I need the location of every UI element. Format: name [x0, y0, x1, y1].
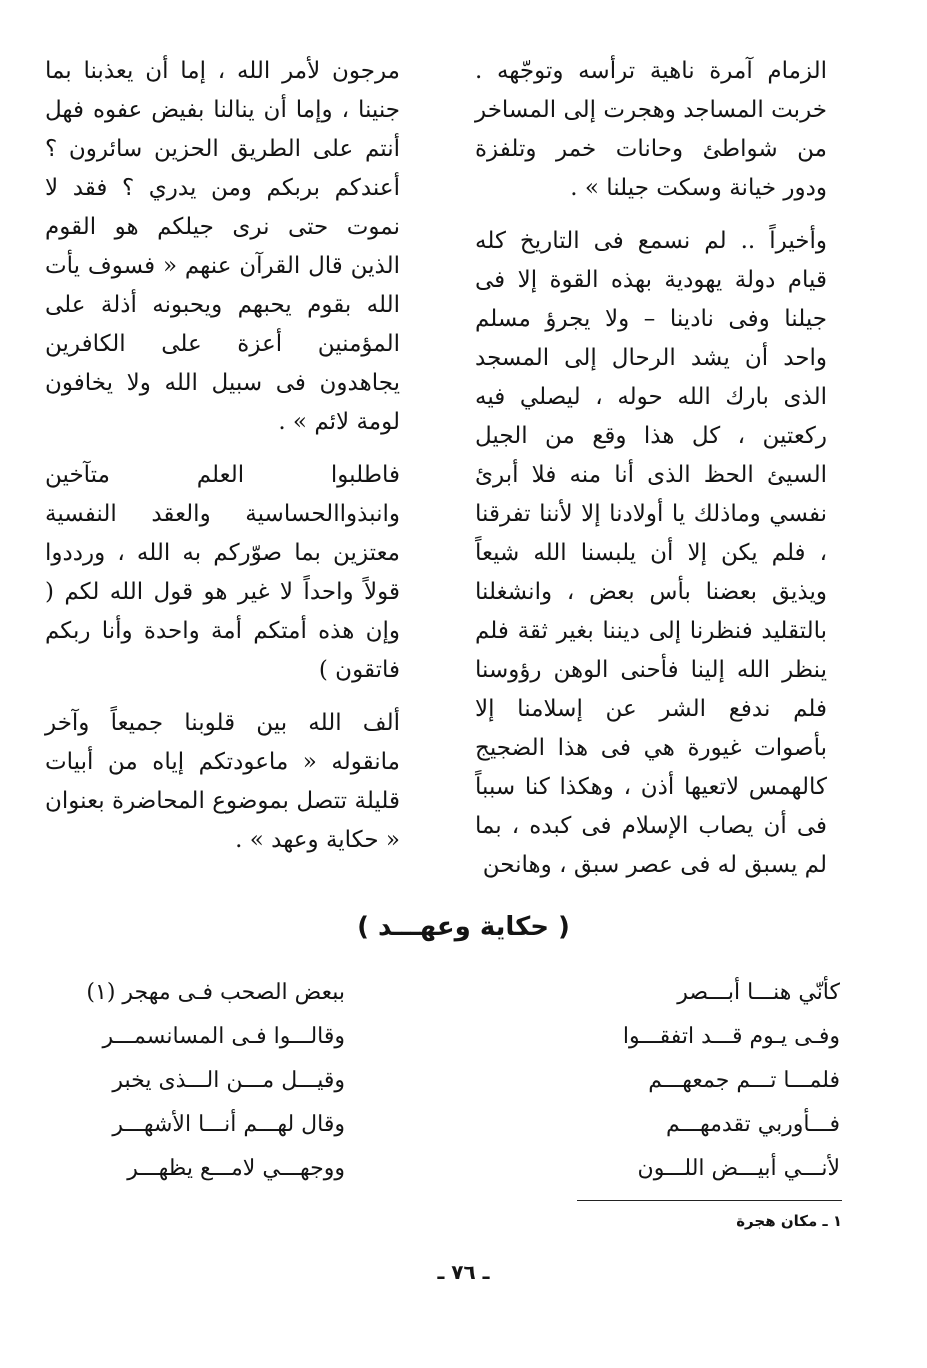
poem-verse: [45, 1014, 840, 1058]
verse-first-hemistich: فلمـــا تـــم جمعهـــم: [648, 1067, 840, 1093]
footnote-divider: [577, 1200, 842, 1201]
paragraph: وأخيراً .. لم نسمع فى التاريخ كله قيام دولة يهودية بهذه القوة إلا فى جيلنا وفى نادينا – ولا يجرؤ مسلم واحد أن يشد الرحال إلى المسجد الذى بارك الله حوله ، ليصلي فيه ركعتين ، كل هذا وقع من الجيل السيئ الحظ الذى أنا منه فلا أبرئ نفسي وماذلك يا أولادنا إلا لأننا تفرقنا ، فلم يكن إلا أن يلبسنا الله شيعاً ويذيق بعضنا بأس بعض ، وانشغلنا بالتقليد فنظرنا إلى ديننا بغير ثقة فلم ينظر الله إلينا فأحنى الوهن رؤوسنا فلم ندفع الشر عن إسلامنا إلا بأصوات غيورة هي فى هذا الضجيج كالهمس لاتعيها أذن ، وهكذا كنا سبباً فى أن يصاب الإسلام فى كبده ، بما لم يسبق له فى عصر سبق ، وهانحن: [475, 228, 827, 878]
poem-verse: [45, 970, 840, 1014]
verse-first-hemistich: فـــأوربي تقدمهـــم: [666, 1111, 840, 1137]
right-text-column: [475, 52, 827, 899]
verse-first-hemistich: لأنـــي أبيـــض اللـــون: [637, 1155, 840, 1181]
page-number: ـ ٧٦ ـ: [437, 1260, 490, 1284]
left-text-column: [45, 52, 400, 874]
verse-first-hemistich: كأنّي هنـــا أبـــصر: [677, 979, 840, 1005]
paragraph: مرجون لأمر الله ، إما أن يعذبنا بما جنينا ، وإما أن ينالنا بفيض عفوه فهل أنتم على الطريق الحزين سائرون ؟ أعندكم بربكم ومن يدري ؟ فقد لا نموت حتى نرى جيلكم هو القوم الذين قال القرآن عنهم « فسوف يأت الله بقوم يحبهم ويحبونه أذلة على المؤمنين أعزة على الكافرين يجاهدون فى سبيل الله ولا يخافون لومة لائم » .: [45, 58, 400, 435]
poem: [45, 970, 840, 1190]
paragraph: الزمام آمرة ناهية ترأسه وتوجّهه . خربت المساجد وهجرت إلى المساخر من شواطئ وحانات خمر وتلفزة ودور خيانة وسكت جيلنا » .: [475, 58, 827, 201]
section-title: ( حكاية وعهـــد ): [357, 912, 570, 942]
poem-verse: [45, 1058, 840, 1102]
paragraph: ألف الله بين قلوبنا جميعاً وآخر مانقوله « ماعودتكم إياه من أبيات قليلة تتصل بموضوع المحاضرة بعنوان « حكاية وعهد » .: [45, 710, 400, 853]
verse-second-hemistich: ببعض الصحب فـى مهجر (١): [86, 979, 345, 1005]
verse-first-hemistich: وفـى يـوم قـــد اتفقـــوا: [622, 1023, 840, 1049]
verse-second-hemistich: وقالـــوا فـى المسانسمـــر: [102, 1023, 345, 1049]
verse-second-hemistich: وقال لهـــم أنـــا الأشهـــر: [112, 1111, 345, 1137]
poem-verse: [45, 1102, 840, 1146]
poem-verse: [45, 1146, 840, 1190]
verse-second-hemistich: ووجهـــي لامـــع يظهـــر: [127, 1155, 345, 1181]
paragraph: فاطلبوا العلم متآخين وانبذواالحساسية والعقد النفسية معتزين بما صوّركم به الله ، ورددوا قولاً واحداً لا غير هو قول الله لكم ( وإن هذه أمتكم أمة واحدة وأنا ربكم فاتقون ): [45, 462, 400, 683]
footnote: ١ ـ مكان هجرة: [736, 1212, 842, 1230]
verse-second-hemistich: وقيـــل مـــن الـــذى يخبر: [112, 1067, 345, 1093]
